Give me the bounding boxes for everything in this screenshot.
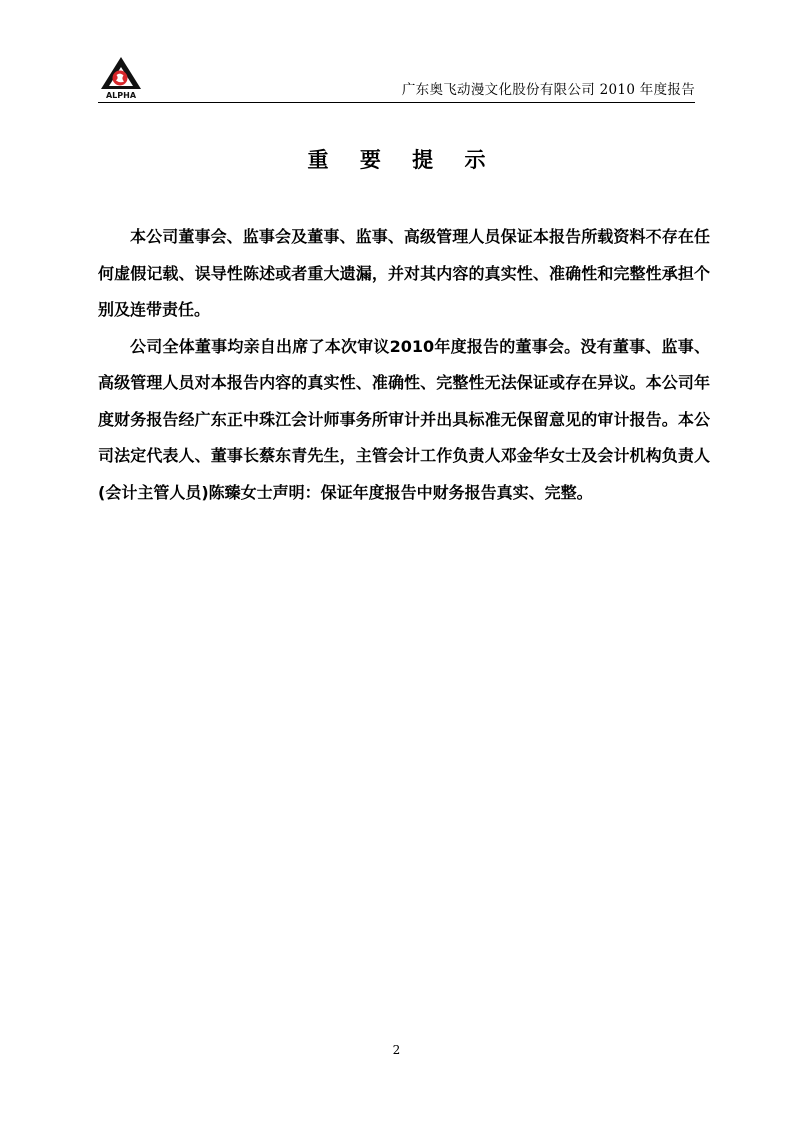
svg-text:ALPHA: ALPHA (105, 91, 137, 100)
notice-body (98, 219, 710, 511)
report-header-title: 广东奥飞动漫文化股份有限公司 2010 年度报告 (401, 82, 695, 98)
page-title: 重 要 提 示 (307, 148, 498, 172)
page-number: 2 (392, 1043, 401, 1057)
company-logo (98, 56, 144, 100)
header-divider (98, 102, 695, 103)
paragraph-responsibility-statement: 本公司董事会、监事会及董事、监事、高级管理人员保证本报告所载资料不存在任何虚假记载、误导性陈述或者重大遗漏，并对其内容的真实性、准确性和完整性承担个别及连带责任。 (98, 227, 710, 319)
alpha-logo-icon (98, 56, 144, 100)
page-header (98, 56, 695, 100)
paragraph-board-audit-statement: 公司全体董事均亲自出席了本次审议2010年度报告的董事会。没有董事、监事、高级管理人员对本报告内容的真实性、准确性、完整性无法保证或存在异议。本公司年度财务报告经广东正中珠江会计师事务所审计并出具标准无保留意见的审计报告。本公司法定代表人、董事长蔡东青先生，主管会计工作负责人邓金华女士及会计机构负责人(会计主管人员)陈臻女士声明：保证年度报告中财务报告真实、完整。 (98, 336, 710, 502)
